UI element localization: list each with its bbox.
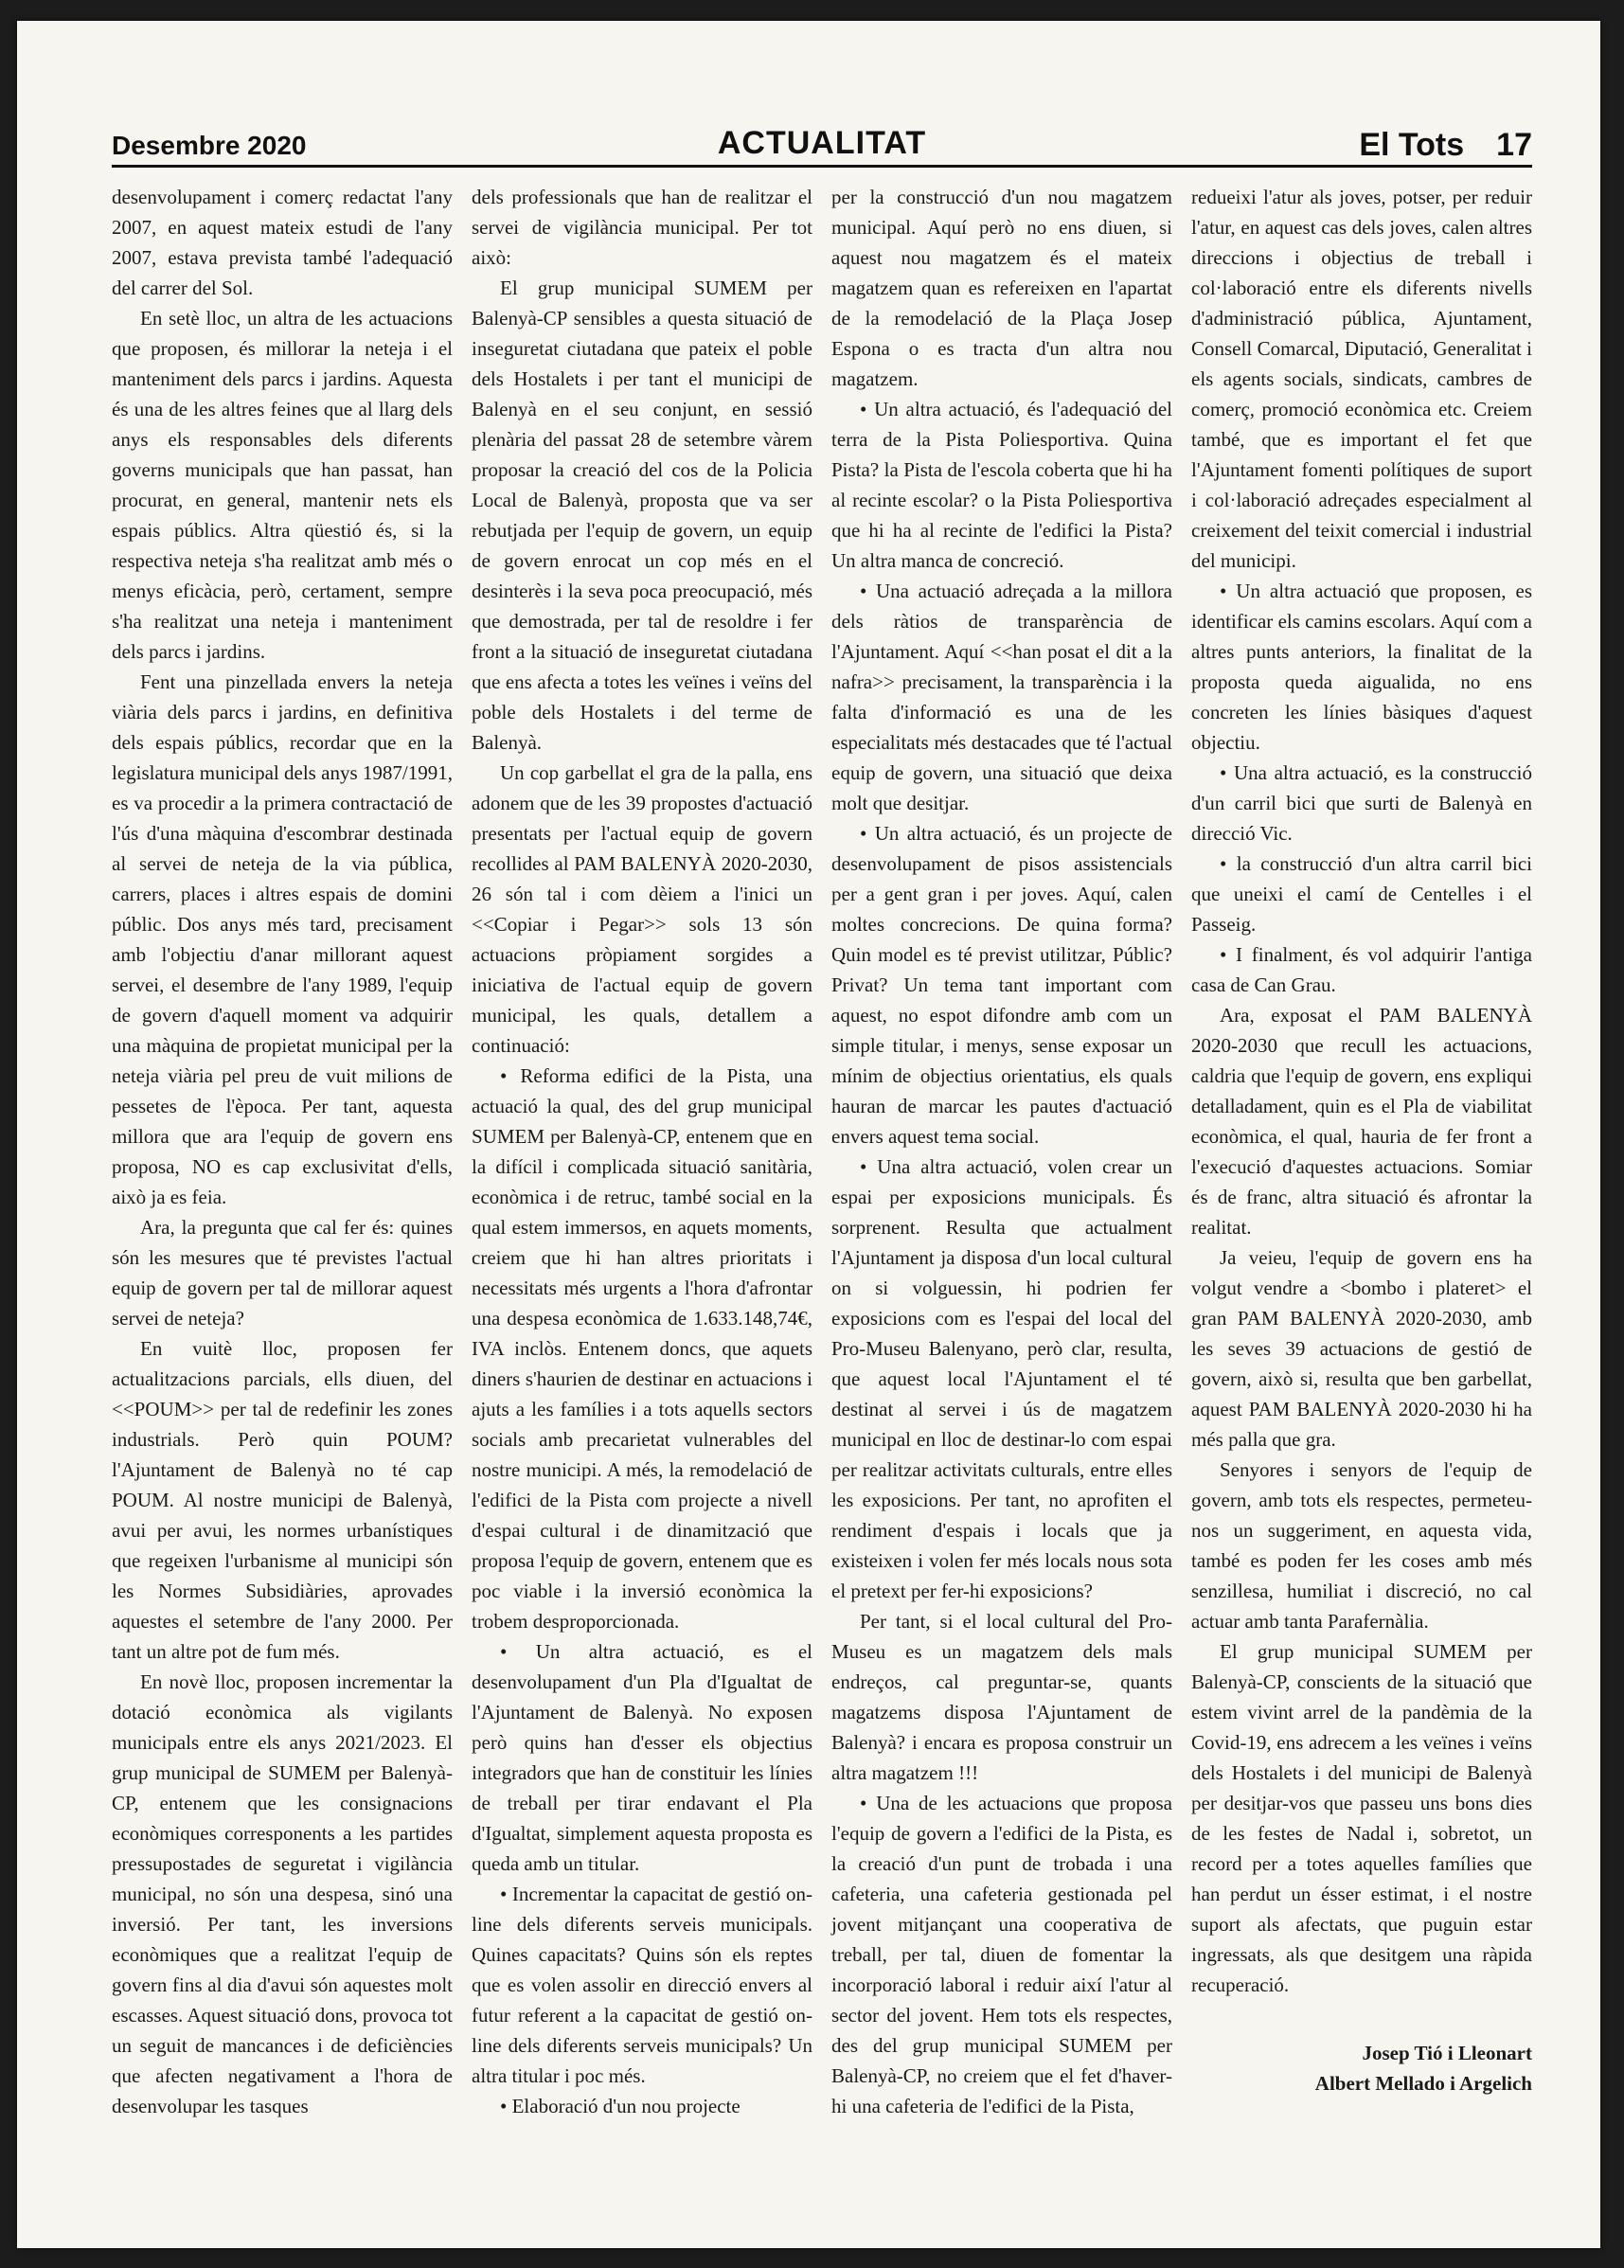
column-3 (831, 182, 1172, 2117)
paragraph: • Un altra actuació, és l'adequació del terra de la Pista Poliesportiva. Quina Pista? la Pista de l'escola coberta que hi ha al recinte escolar? o la Pista Poliesportiva que hi ha al recinte de l'edifici la Pista? Un altra manca de concreció. (831, 398, 1172, 572)
paragraph: En setè lloc, un altra de les actuacions que proposen, és millorar la neteja i el manteniment dels parcs i jardins. Aquesta és una de les altres feines que al llarg dels anys els responsables dels diferents governs municipals que han passat, han procurat, en general, mantenir nets els espais públics. Altra qüestió és, si la respectiva neteja s'ha realitzat amb més o menys eficàcia, però, certament, sempre s'ha realitzat una neteja i manteniment dels parcs i jardins. (112, 307, 453, 663)
paragraph: • la construcció d'un altra carril bici que uneixi el camí de Centelles i el Passeig. (1191, 852, 1532, 936)
paragraph: per la construcció d'un nou magatzem municipal. Aquí però no ens diuen, si aquest nou magatzem és el mateix magatzem quan es refereixen en l'apartat de la remodelació de la Plaça Josep Espona o es tracta d'un altra nou magatzem. (831, 186, 1172, 390)
paragraph: • Reforma edifici de la Pista, una actuació la qual, des del grup municipal SUMEM per Balenyà-CP, entenem que en la difícil i complicada situació sanitària, econòmica i de retruc, també social en la qual estem immersos, en aquets moments, creiem que hi han altres prioritats i necessitats més urgents a l'hora d'afrontar una despesa econòmica de 1.633.148,74€, IVA inclòs. Entenem doncs, que aquets diners s'haurien de destinar en actuacions i ajuts a les famílies i a tots aquells sectors socials amb precarietat vulnerables del nostre municipi. A més, la remodelació de l'edifici de la Pista com projecte a nivell d'espai cultural i de dinamització que proposa l'equip de govern, entenem que es poc viable i la inversió econòmica la trobem desproporcionada. (472, 1064, 812, 1633)
publication-name: El Tots (1359, 127, 1465, 163)
author-name: Albert Mellado i Argelich (1314, 2072, 1532, 2095)
section-title: ACTUALITAT (717, 125, 927, 161)
paragraph: • Una altra actuació, volen crear un espai per exposicions municipals. És sorprenent. Resulta que actualment l'Ajuntament ja disposa d'un local cultural on si volguessin, hi podrien fer exposicions com es l'espai del local del Pro-Museu Balenyano, però clar, resulta, que aquest local l'Ajuntament el té destinat al servei i ús de magatzem municipal en lloc de destinar-lo com espai per realitzar activitats culturals, entre elles les exposicions. Per tant, no aprofiten el rendiment d'espais i locals que ja existeixen i volen fer més locals nous sota el pretext per fer-hi exposicions? (831, 1155, 1172, 1602)
paragraph: Ara, la pregunta que cal fer és: quines són les mesures que té previstes l'actual equip de govern per tal de millorar aquest servei de neteja? (112, 1216, 453, 1330)
paragraph: • Una altra actuació, es la construcció d'un carril bici que surti de Balenyà en direcció Vic. (1191, 761, 1532, 845)
column-2 (472, 182, 812, 2117)
paragraph: dels professionals que han de realitzar el servei de vigilància municipal. Per tot això: (472, 186, 812, 269)
paragraph: El grup municipal SUMEM per Balenyà-CP sensibles a questa situació de inseguretat ciutadana que pateix el poble dels Hostalets i per tant el municipi de Balenyà en el seu conjunt, en sessió plenària del passat 28 de setembre vàrem proposar la creació del cos de la Policia Local de Balenyà, proposta que va ser rebutjada per l'equip de govern, un equip de govern enrocat un cop més en el desinterès i la seva poca preocupació, més que demostrada, per tal de resoldre i fer front a la situació de inseguretat ciutadana que ens afecta a totes les veïnes i veïns del poble dels Hostalets i del terme de Balenyà. (472, 277, 812, 754)
issue-date: Desembre 2020 (112, 131, 307, 160)
publication-info (1359, 127, 1532, 164)
author-signature (1191, 2038, 1532, 2098)
paragraph: • Un altra actuació que proposen, es identificar els camins escolars. Aquí com a altres punts anteriors, la finalitat de la proposta queda aigualida, no ens concreten les línies bàsiques d'aquest objectiu. (1191, 580, 1532, 754)
paragraph: Per tant, si el local cultural del Pro-Museu es un magatzem dels mals endreços, cal preguntar-se, quants magatzems disposa l'Ajuntament de Balenyà? i encara es proposa construir un altra magatzem !!! (831, 1610, 1172, 1784)
newspaper-page (17, 21, 1600, 2248)
column-1 (112, 182, 453, 2117)
paragraph: Un cop garbellat el gra de la palla, ens adonem que de les 39 propostes d'actuació presentats per l'actual equip de govern recollides al PAM BALENYÀ 2020-2030, 26 són tal i com dèiem a l'inici un <<Copiar i Pegar>> sols 13 són actuacions pròpiament sorgides a iniciativa de l'actual equip de govern municipal, les quals, detallem a continuació: (472, 761, 812, 1057)
paragraph: redueixi l'atur als joves, potser, per reduir l'atur, en aquest cas dels joves, calen altres direccions i objectius de treball i col·laboració entre els diferents nivells d'administració pública, Ajuntament, Consell Comarcal, Diputació, Generalitat i els agents socials, sindicats, cambres de comerç, promoció econòmica etc. Creiem també, que es important el fet que l'Ajuntament fomenti polítiques de suport i col·laboració adreçades especialment al creixement del teixit comercial i industrial del municipi. (1191, 186, 1532, 572)
column-4 (1191, 182, 1532, 2095)
article-body (112, 182, 1532, 2117)
author-name: Josep Tió i Lleonart (1362, 2042, 1532, 2064)
paragraph: El grup municipal SUMEM per Balenyà-CP, conscients de la situació que estem vivint arrel de la pandèmia de la Covid-19, ens adrecem a les veïnes i veïns dels Hostalets i del municipi de Balenyà per desitjar-vos que passeu uns bons dies de les festes de Nadal i, sobretot, un record per a totes aquelles famílies que han perdut un ésser estimat, i el nostre suport als afectats, que puguin estar ingressats, als que desitgem una ràpida recuperació. (1191, 1640, 1532, 1996)
paragraph: • Una de les actuacions que proposa l'equip de govern a l'edifici de la Pista, es la creació d'un punt de trobada i una cafeteria, una cafeteria gestionada pel jovent mitjançant una cooperativa de treball, per tal, diuen de fomentar la incorporació laboral i reduir així l'atur al sector del jovent. Hem tots els respectes, des del grup municipal SUMEM per Balenyà-CP, no creiem que el fet d'haver-hi una cafeteria de l'edifici de la Pista, (831, 1792, 1172, 2117)
page-header (112, 125, 1532, 168)
paragraph: • Elaboració d'un nou projecte (500, 2095, 741, 2117)
paragraph: • Un altra actuació, es el desenvolupament d'un Pla d'Igualtat de l'Ajuntament de Balenyà. No exposen però quins han d'esser els objectius integradors que han de constituir les línies de treball per tirar endavant el Pla d'Igualtat, simplement aquesta proposta es queda amb un titular. (472, 1640, 812, 1875)
paragraph: Senyores i senyors de l'equip de govern, amb tots els respectes, permeteu-nos un suggeriment, en aquesta vida, també es poden fer les coses amb més senzillesa, humiliat i discreció, no cal actuar amb tanta Parafernàlia. (1191, 1458, 1532, 1633)
paragraph: • Una actuació adreçada a la millora dels ràtios de transparència de l'Ajuntament. Aquí <<han posat el dit a la nafra>> precisament, la transparència i la falta d'informació es una de les especialitats més destacades que té l'actual equip de govern, una situació que deixa molt que desitjar. (831, 580, 1172, 814)
paragraph: Fent una pinzellada envers la neteja viària dels parcs i jardins, en definitiva dels espais públics, recordar que en la legislatura municipal dels anys 1987/1991, es va procedir a la primera contractació de l'ús d'una màquina d'escombrar destinada al servei de neteja de la via pública, carrers, places i altres espais de domini públic. Dos anys més tard, precisament amb l'objectiu d'anar millorant aquest servei, el desembre de l'any 1989, l'equip de govern d'aquell moment va adquirir una màquina de propietat municipal per la neteja viària pel preu de vuit milions de pessetes de l'època. Per tant, aquesta millora que ara l'equip de govern ens proposa, NO es cap exclusivitat d'ells, això ja es feia. (112, 670, 453, 1208)
paragraph: Ja veieu, l'equip de govern ens ha volgut vendre a <bombo i plateret> el gran PAM BALENYÀ 2020-2030, amb les seves 39 actuacions de gestió de govern, això si, resulta que ben garbellat, aquest PAM BALENYÀ 2020-2030 hi ha més palla que gra. (1191, 1246, 1532, 1451)
paragraph: En vuitè lloc, proposen fer actualitzacions parcials, ells diuen, del <<POUM>> per tal de redefinir les zones industrials. Però quin POUM? l'Ajuntament de Balenyà no té cap POUM. Al nostre municipi de Balenyà, avui per avui, les normes urbanístiques que regeixen l'urbanisme al municipi són les Normes Subsidiàries, aprovades aquestes el setembre de l'any 2000. Per tant un altre pot de fum més. (112, 1337, 453, 1663)
paragraph: Ara, exposat el PAM BALENYÀ 2020-2030 que recull les actuacions, caldria que l'equip de govern, ens expliqui detalladament, quin es el Pla de viabilitat econòmica, el qual, hauria de fer front a l'execució d'aquestes actuacions. Somiar és de franc, altra situació és afrontar la realitat. (1191, 1004, 1532, 1239)
paragraph: • Incrementar la capacitat de gestió on-line dels diferents serveis municipals. Quines capacitats? Quins són els reptes que es volen assolir en direcció envers al futur referent a la capacitat de gestió on-line dels diferents serveis municipals? Un altra titular i poc més. (472, 1883, 812, 2087)
page-number: 17 (1496, 127, 1532, 163)
paragraph: desenvolupament i comerç redactat l'any 2007, en aquest mateix estudi de l'any 2007, estava prevista també l'adequació del carrer del Sol. (112, 186, 453, 299)
paragraph: • I finalment, és vol adquirir l'antiga casa de Can Grau. (1191, 943, 1532, 996)
paragraph: • Un altra actuació, és un projecte de desenvolupament de pisos assistencials per a gent gran i per joves. Aquí, calen moltes concrecions. De quina forma? Quin model es té previst utilitzar, Públic? Privat? Un tema tant important com aquest, no espot difondre amb com un simple titular, i menys, sense exposar un mínim de objectius orientatius, els quals hauran de marcar les pautes d'actuació envers aquest tema social. (831, 822, 1172, 1148)
paragraph: En novè lloc, proposen incrementar la dotació econòmica als vigilants municipals entre els anys 2021/2023. El grup municipal de SUMEM per Balenyà-CP, entenem que les consignacions econòmiques corresponents a les partides pressupostades de seguretat i vigilància municipal, no són una despesa, sinó una inversió. Per tant, les inversions econòmiques que a realitzat l'equip de govern fins al dia d'avui són aquestes molt escasses. Aquest situació dons, provoca tot un seguit de mancances i de deficiències que afecten negativament a l'hora de desenvolupar les tasques (112, 1670, 453, 2117)
